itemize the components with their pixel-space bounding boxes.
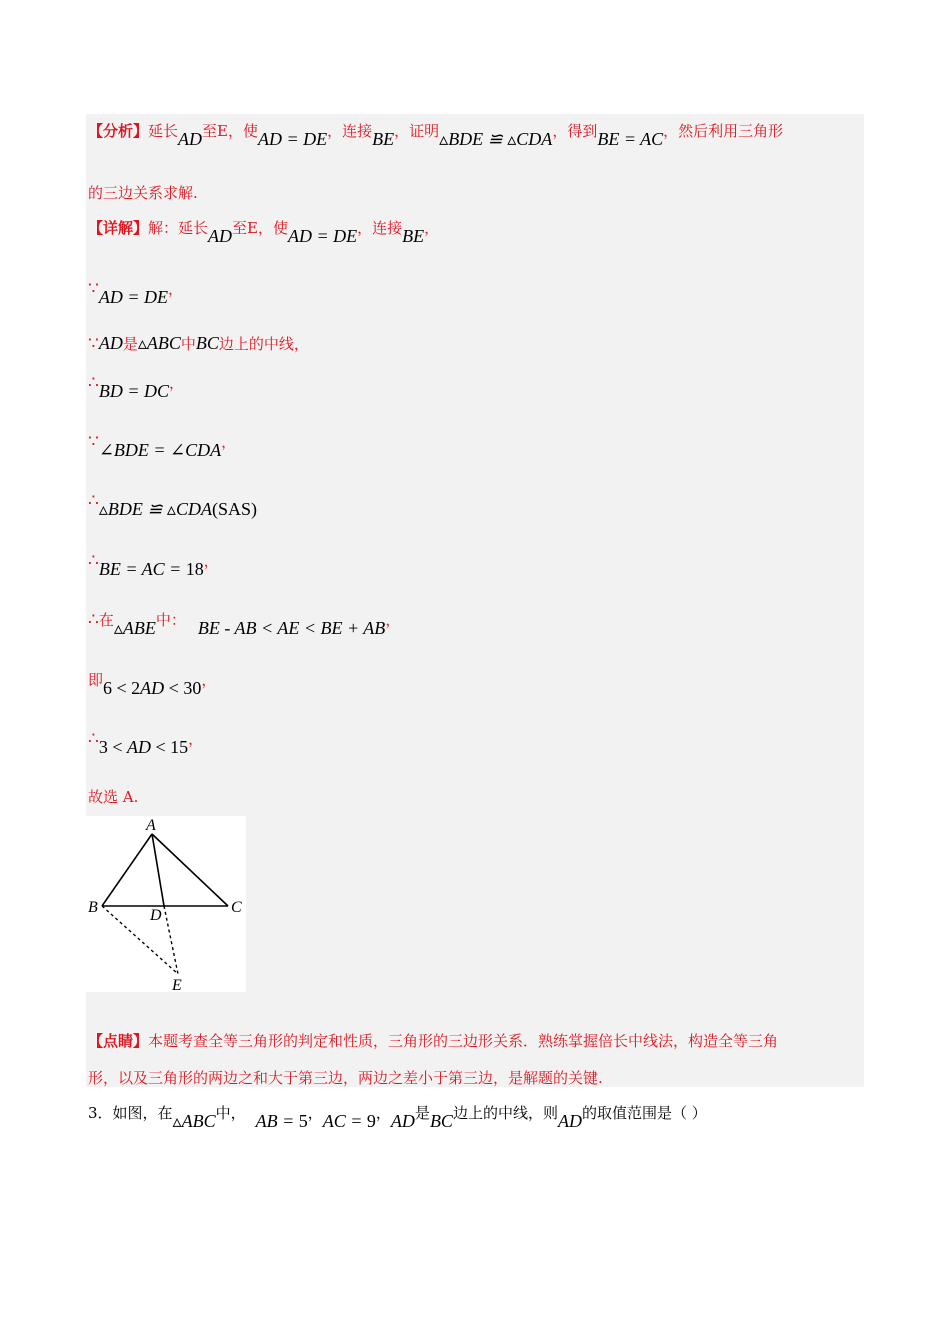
label-d: D: [150, 907, 162, 924]
step-2: ∵AD是▵ABC中BC边上的中线，: [88, 333, 309, 354]
step-8: 即6 < 2AD < 30，: [88, 671, 217, 698]
step-4: ∵∠BDE = ∠CDA，: [88, 432, 237, 460]
analysis-line: 【分析】延长AD至E，使AD = DE，连接BE，证明▵BDE ≌ ▵CDA，得到BE = AC，然后利用三角形: [88, 122, 784, 149]
label-c: C: [231, 899, 242, 916]
key-point-line-2: 形，以及三角形的两边之和大于第三边，两边之差小于第三边，是解题的关键.: [88, 1069, 603, 1087]
triangle-diagram: [86, 816, 246, 992]
key-point-tag: 【点睛】: [88, 1032, 149, 1050]
step-1: ∵AD = DE，: [88, 279, 183, 307]
label-b: B: [88, 899, 98, 916]
detail-line: 【详解】解：延长AD至E，使AD = DE，连接BE，: [88, 219, 440, 246]
analysis-line-2: 的三边关系求解.: [88, 184, 198, 202]
detail-tag: 【详解】: [88, 219, 149, 237]
question-3: 3．如图，在▵ABC中， AB = 5，AC = 9，AD是BC边上的中线，则AD的取值范围是（ ）: [88, 1104, 707, 1131]
step-6: ∴BE = AC = 18，: [88, 551, 219, 579]
triangle-figure: [86, 816, 246, 992]
step-7: ∴在▵ABE中： BE - AB < AE < BE + AB，: [88, 610, 401, 638]
label-e: E: [172, 977, 182, 992]
key-point-line: 【点睛】本题考查全等三角形的判定和性质，三角形的三边形关系．熟练掌握倍长中线法，构造全等三角: [88, 1032, 779, 1050]
analysis-tag: 【分析】: [88, 122, 149, 140]
step-3: ∴BD = DC，: [88, 373, 184, 401]
step-5: ∴▵BDE ≌ ▵CDA(SAS): [88, 491, 257, 519]
answer-line: 故选 A.: [88, 788, 139, 806]
step-9: ∴3 < AD < 15，: [88, 729, 204, 757]
label-a: A: [146, 817, 156, 834]
